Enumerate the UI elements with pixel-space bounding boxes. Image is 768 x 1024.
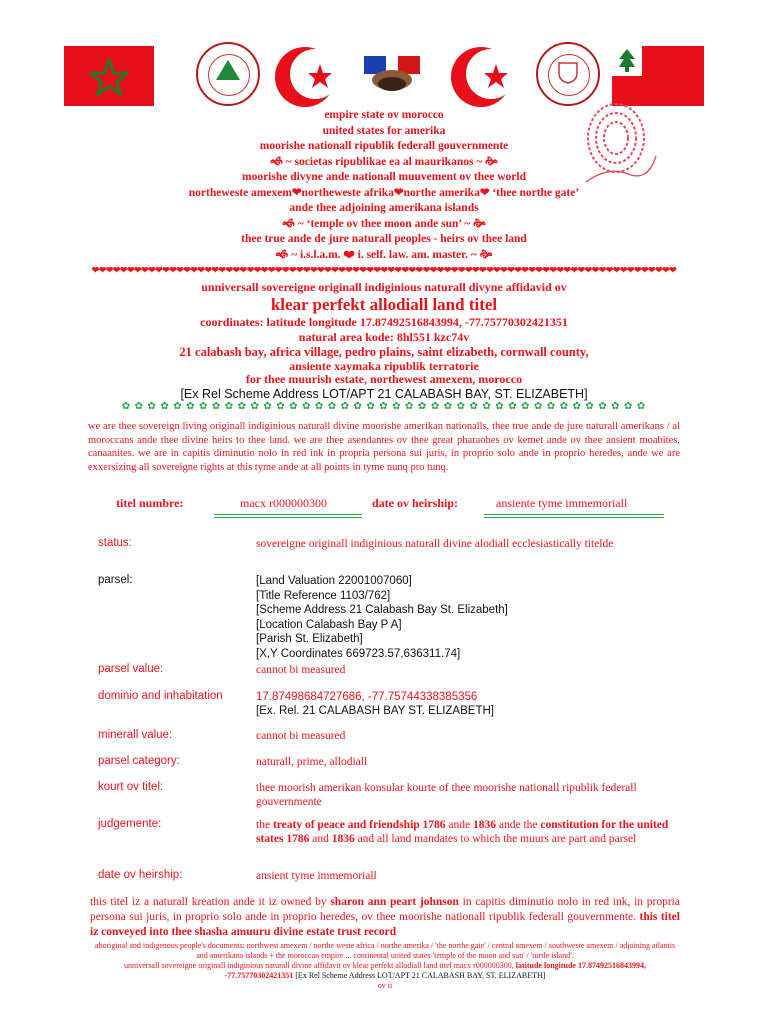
status-label: status: (98, 537, 132, 549)
affidavit-line: unniversall sovereigne originall indiginious naturall divyne affidavid ov (201, 280, 567, 294)
parsel-line: [Land Valuation 22001007060] (256, 575, 412, 587)
category-label: parsel category: (98, 755, 180, 767)
category-value: naturall, prime, allodiall (256, 756, 368, 768)
hearts-divider: ❤❤❤❤❤❤❤❤❤❤❤❤❤❤❤❤❤❤❤❤❤❤❤❤❤❤❤❤❤❤❤❤❤❤❤❤❤❤❤❤❤❤❤❤❤❤❤❤❤❤❤❤❤❤❤❤❤❤❤❤❤❤❤❤❤❤❤❤❤❤❤❤❤❤❤❤❤❤❤❤❤❤❤ (91, 265, 677, 275)
parsel-line: [Location Calabash Bay P A] (256, 618, 402, 631)
title-line: 🙜 ~ ‘temple ov thee moon ande sun’ ~ 🙞 (282, 217, 486, 230)
heirship-value: ansiente tyme immemoriall (496, 496, 628, 510)
kourt-value: thee moorish amerikan konsular kourte of thee moorishe nationall ripublik federall gouvernmente (256, 782, 637, 808)
heirship-row-value: ansient tyme immemoriall (256, 870, 377, 882)
underline (484, 514, 664, 515)
stars-divider: ✿ ✿ ✿ ✿ ✿ ✿ ✿ ✿ ✿ ✿ ✿ ✿ ✿ ✿ ✿ ✿ ✿ ✿ ✿ ✿ ✿ ✿ ✿ ✿ ✿ ✿ ✿ ✿ ✿ ✿ ✿ ✿ ✿ ✿ ✿ ✿ ✿ ✿ ✿ ✿ ✿ (121, 401, 647, 412)
dominio-exrel: [Ex. Rel. 21 CALABASH BAY ST. ELIZABETH] (256, 705, 494, 717)
title-line: moorishe divyne ande nationall muuvement ov thee world (242, 171, 526, 183)
underline (484, 517, 664, 518)
owner-name: sharon ann peart johnson (330, 896, 459, 908)
handshake-icon (362, 50, 422, 100)
dominio-coords: 17.87498684727686, -77.75744338385356 (256, 691, 478, 703)
parsel-value: cannot bi measured (256, 664, 346, 676)
parsel-value-label: parsel value: (98, 663, 164, 675)
crescent-star-icon (446, 42, 516, 112)
dominio-label: dominio and inhabitation (98, 690, 223, 702)
moorish-seal-icon (196, 42, 260, 106)
titel-number-label: titel numbre: (116, 496, 184, 510)
underline (214, 514, 362, 515)
title-line: united states for amerika (322, 124, 446, 137)
morocco-flag-icon (64, 46, 154, 106)
titel-number-value: macx r000000300 (240, 496, 327, 510)
title-line: 🙜 ~ i.s.l.a.m. ❤ i. self. law. am. master. ~ 🙞 (275, 248, 493, 261)
parsel-line: [Parish St. Elizabeth] (256, 633, 363, 645)
parsel-line: [X,Y Coordinates 669723.57,636311.74] (256, 647, 461, 660)
judgement-label: judgemente: (98, 818, 162, 830)
exrel-line: [Ex Rel Scheme Address LOT/APT 21 CALABASH BAY, ST. ELIZABETH] (180, 387, 588, 401)
declaration-paragraph: we are thee sovereign living originall indiginious naturall divine moorishe amerikan nationalls, thee true ande de jure naturall amerikans / al moroccans ande thee divine heirs to thee land. we are thee asendantes ov thee great pharaohes ov kemet ande ov thee ansient moabites, canaanites. we are in capitis diminutio nolo in red ink in propria persona sui juris, in proprio solo ande in proprio heredes, ande we are exxersizing all sovereigne rights at this tyme ande at all points in tyme nunq pro tunq. (88, 421, 680, 473)
parsel-line: [Scheme Address 21 Calabash Bay St. Elizabeth] (256, 604, 508, 616)
area-code-line: natural area kode: 8hl551 kzc74v (298, 330, 470, 344)
footer-line: aboriginal and indigenous people's documents: northwest amexem / northe weste africa / northe amerika / 'the northe gate' / central amexem / southweste amexem / adjoining atlantis and amerikana islands + the moroccan empire ... continental united states 'temple of the moon and sun' / 'turtle island'. (94, 941, 676, 960)
crescent-star-icon (270, 42, 340, 112)
title-line: ande thee adjoining amerikana islands (289, 202, 479, 214)
minerall-label: minerall value: (98, 729, 173, 741)
title-line: moorishe nationall ripublik federall gouvernmente (259, 140, 509, 152)
affidavit-heading (60, 280, 708, 402)
estate-line: for thee muurish estate, northewest amexem, morocco (245, 372, 523, 386)
coordinates-line: coordinates: latitude longitude 17.87492516843994, -77.75770302421351 (200, 315, 568, 329)
title-line: 🙜 ~ societas ripublikae ea al maurikanos ~ 🙞 (270, 155, 498, 168)
underline (214, 517, 362, 518)
minerall-value: cannot bi measured (256, 730, 346, 742)
territory-line: ansiente xaymaka ripublik terratorie (289, 359, 479, 373)
title-line: thee true ande de jure naturall peoples - heirs ov thee land (241, 233, 527, 245)
parsel-label: parsel: (98, 574, 133, 586)
footer-line: unniversall sovereigne originall indiginious naturall divine affidavit ov klear perfekt allodiall land titel macx r000000300, latitude longitude 17.87492516843994, -77.75770302421351 [Ex Rel Scheme Address LOT/APT 21 CALABASH BAY, ST. ELIZABETH] (124, 961, 646, 980)
heirship-row-label: date ov heirship: (98, 869, 183, 881)
title-block (60, 108, 708, 263)
page-number: ov ii (377, 981, 393, 990)
heirship-label: date ov heirship: (372, 496, 459, 510)
parsel-details (256, 574, 676, 661)
dominio-value (256, 690, 676, 718)
judgement-value: the treaty of peace and friendship 1786 ande 1836 ande the constitution for the united states 1786 and 1836 and all land mandates to which the muurs are part and parsel (256, 819, 669, 845)
kourt-label: kourt ov titel: (98, 781, 164, 793)
closing-paragraph: this titel iz a naturall kreation ande it iz owned by sharon ann peart johnson in capitis diminutio nolo in red ink, in propria persona sui juris, in proprio solo ande in proprio heredes, ov thee moorishe nationall ripublik federall gouvernmente. this titel iz conveyed into thee shasha amuuru divine estate trust record (90, 896, 680, 938)
conveyance-statement: this titel iz conveyed into thee shasha amuuru divine estate trust record (90, 911, 680, 938)
document-title: klear perfekt allodiall land titel (270, 295, 498, 314)
footer-notes (90, 941, 680, 991)
status-value: sovereigne originall indiginious naturall divine alodiall ecclesiastically titelde (256, 538, 614, 550)
address-line: 21 calabash bay, africa village, pedro plains, saint elizabeth, cornwall county, (179, 345, 589, 359)
title-line: empire state ov morocco (324, 109, 444, 121)
parsel-line: [Title Reference 1103/762] (256, 589, 391, 602)
title-line: northeweste amexem❤northeweste afrika❤northe amerika❤ ‘thee northe gate’ (188, 186, 580, 199)
